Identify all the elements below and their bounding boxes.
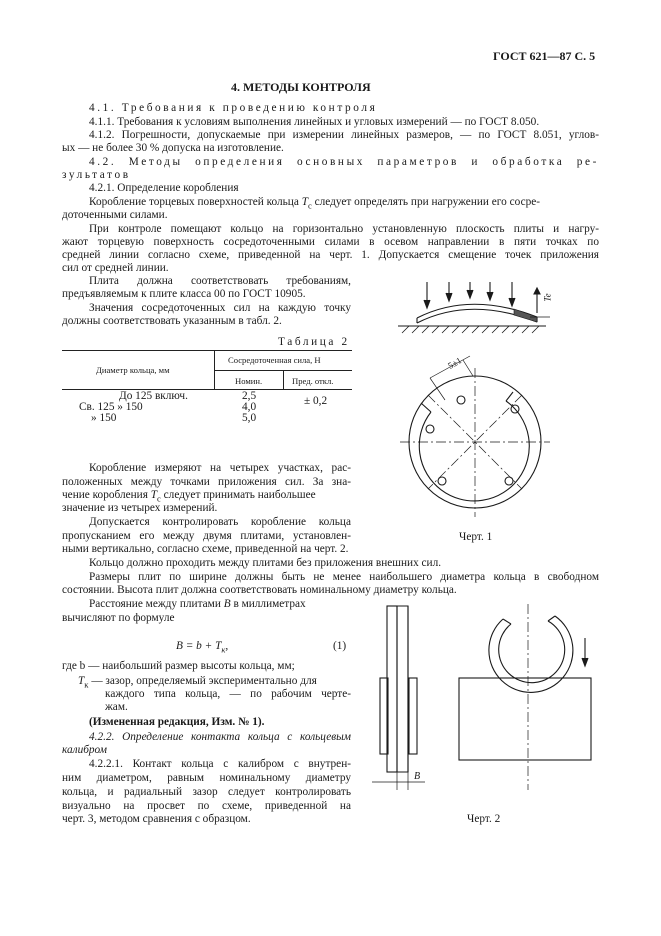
table-row-2-diam: Св. 125 » 150: [79, 401, 143, 413]
where-line-2: $T_к$ — зазор, определяемый экспериментально для: [78, 675, 317, 690]
dist-line-1: Расстояние между плитами B в миллиметрах: [89, 598, 306, 610]
warp-text-line: Коробление торцевых поверхностей кольца $T_с$ следует определять при нагружении его сосре-: [89, 196, 599, 212]
figure-1-caption: Черт. 1: [459, 531, 493, 543]
meas-line-2: положенных между точками приложения сил. За зна-: [62, 476, 351, 488]
para-4-1: 4.1. Требования к проведению контроля: [89, 102, 378, 114]
contact-line-2: ним диаметром, равным номинальному диаметру: [62, 772, 351, 784]
para-4-1-2-cont: ых — не более 30 % допуска на изготовление.: [62, 142, 284, 154]
table-row-2-nom: 4,0: [242, 401, 257, 413]
ctrl-line-3: средней линии согласно схеме, приведенной на черт. 1. Допускается смещение точек приложения: [62, 249, 599, 261]
warp-text-2: доточенными силами.: [62, 209, 168, 221]
force-line-1: Значения сосредоточенных сил на каждую точку: [89, 302, 351, 314]
label-b: B: [414, 771, 421, 782]
formula-number: (1): [333, 640, 347, 652]
para-4-1-2: 4.1.2. Погрешности, допускаемые при измерении линейных размеров, — по ГОСТ 8.051, углов-: [89, 129, 599, 141]
contact-line-1: 4.2.2.1. Контакт кольца с калибром с внутрен-: [89, 758, 351, 770]
changed-note: (Измененная редакция, Изм. № 1).: [89, 716, 265, 728]
table-row-1-nom: 2,5: [242, 390, 257, 402]
para-4-2-2-cont: калибром: [62, 744, 107, 756]
contact-line-4: визуально на просвет по схеме, приведенной на: [62, 800, 351, 812]
table-col-nominal: Номин.: [235, 376, 263, 386]
table-col-diameter: Диаметр кольца, мм: [96, 365, 170, 375]
meas-line-1: Коробление измеряют на четырех участках, рас-: [89, 462, 351, 474]
page-header: ГОСТ 621—87 С. 5: [493, 49, 596, 63]
section-title: 4. МЕТОДЫ КОНТРОЛЯ: [231, 80, 371, 94]
para-4-1-1: 4.1.1. Требования к условиям выполнения линейных и угловых измерений — по ГОСТ 8.050.: [89, 116, 540, 128]
ctrl-line-1: При контроле помещают кольцо на горизонтально установленную плоскость плиты и нагру-: [89, 223, 599, 235]
para-4-2-2: 4.2.2. Определение контакта кольца с кольцевым: [89, 731, 351, 743]
label-te: Te: [542, 293, 553, 302]
pass-line: Кольцо должно проходить между плитами без приложения внешних сил.: [89, 557, 442, 569]
allow-line-3: ными вертикально, согласно схеме, приведенной на черт. 2.: [62, 543, 349, 555]
para-4-2-cont: зультатов: [62, 169, 131, 181]
dims-line-2: состоянии. Высота плит должна соответствовать номинальному диаметру кольца.: [62, 584, 457, 596]
label-dim-5pm1: 5±1: [446, 355, 464, 371]
allow-line-1: Допускается контролировать коробление кольца: [89, 516, 351, 528]
meas-line-3: чение коробления $T_с$ следует принимать наибольшее: [62, 489, 316, 504]
figure-2-caption: Черт. 2: [467, 813, 501, 825]
contact-line-5: черт. 3, методом сравнения с образцом.: [62, 813, 251, 825]
table-col-force: Сосредоточенная сила, Н: [228, 355, 321, 365]
table-col-tolerance: Пред. откл.: [292, 376, 334, 386]
dims-line-1: Размеры плит по ширине должны быть не менее наибольшего диаметра кольца в свободном: [89, 571, 599, 583]
plate-line-2: предъявляемым к плите класса 00 по ГОСТ 10905.: [62, 288, 306, 300]
table-row-3-diam: » 150: [91, 412, 117, 424]
meas-line-4: значение из четырех измерений.: [62, 502, 218, 514]
ctrl-line-2: жают торцевую поверхность сосредоточенными силами в осевом направлении в пяти точках по: [62, 236, 599, 248]
ctrl-line-4: сил от средней линии.: [62, 262, 169, 274]
table-row-3-nom: 5,0: [242, 412, 257, 424]
plate-line-1: Плита должна соответствовать требованиям,: [89, 275, 351, 287]
allow-line-2: пропусканием его между двумя плитами, установлен-: [62, 530, 351, 542]
where-line-3: каждого типа кольца, — по рабочим черте-: [105, 688, 351, 700]
where-line-4: жам.: [105, 701, 128, 713]
para-4-2-1: 4.2.1. Определение коробления: [89, 182, 239, 194]
force-line-2: должны соответствовать указанным в табл. 2.: [62, 315, 282, 327]
contact-line-3: кольца, и радиальный зазор следует контролировать: [62, 786, 351, 798]
table-tolerance: ± 0,2: [304, 395, 328, 407]
table-caption: Таблица 2: [278, 336, 350, 348]
para-4-2: 4.2. Методы определения основных параметров и обработка ре-: [89, 156, 599, 168]
table-row-1-diam: До 125 включ.: [119, 390, 188, 402]
formula: $B = b + T_к$,: [176, 640, 229, 655]
dist-line-2: вычисляют по формуле: [62, 612, 175, 624]
where-line-1: где b — наибольший размер высоты кольца, мм;: [62, 660, 295, 672]
